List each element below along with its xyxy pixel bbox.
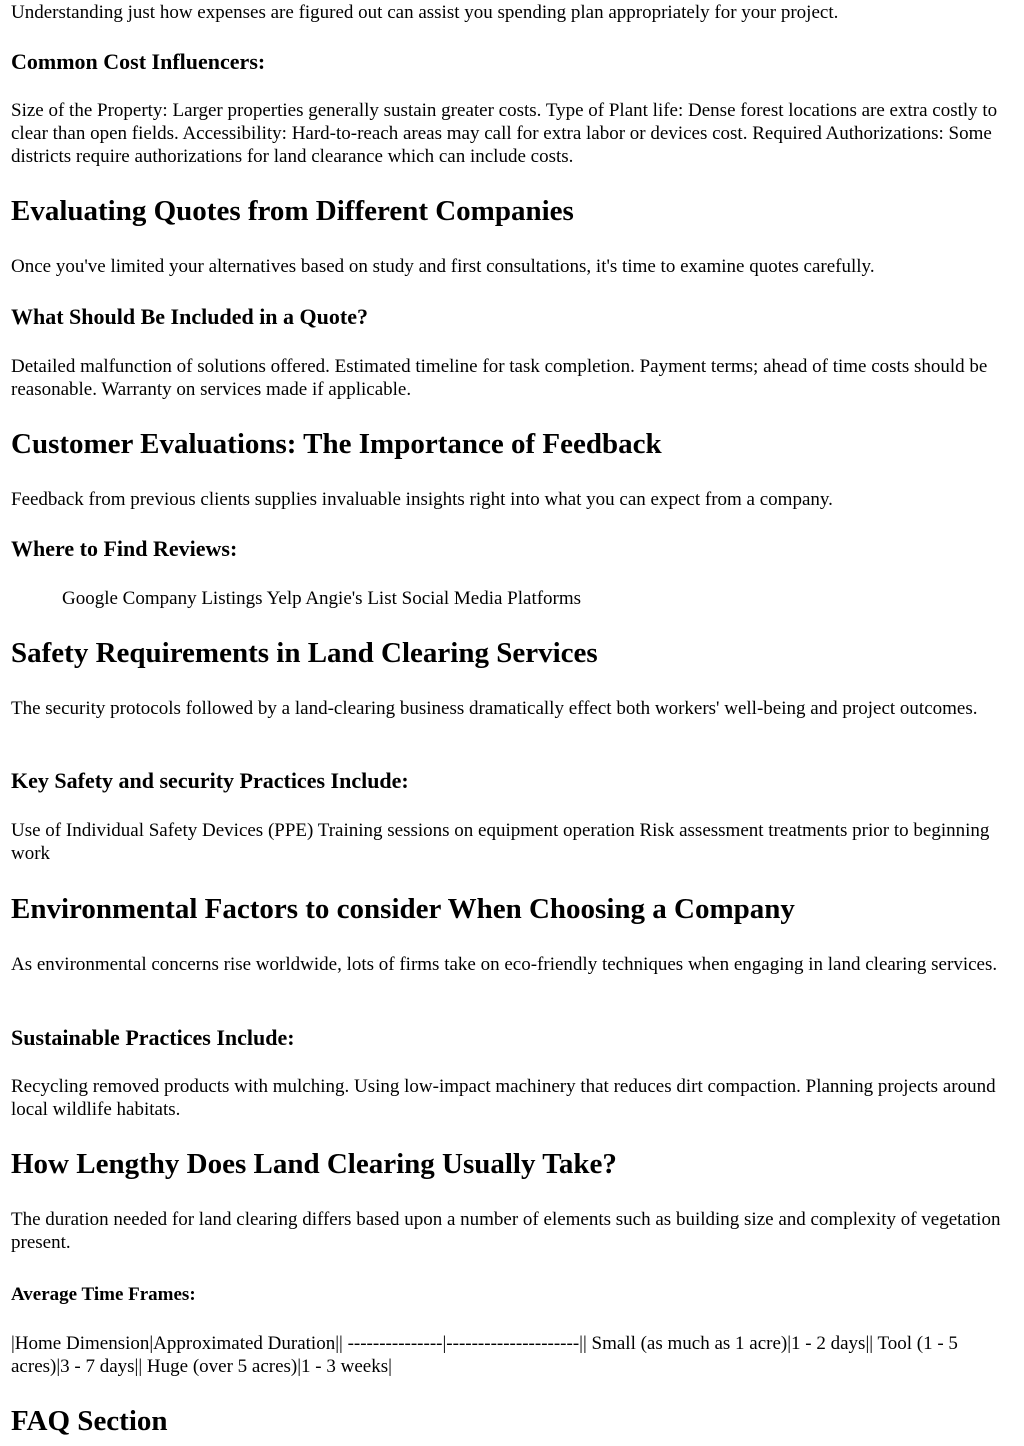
duration-paragraph: The duration needed for land clearing differs based upon a number of elements such as building size and complexity of vegetation present. [11,1209,1001,1253]
environment-heading: Environmental Factors to consider When Choosing a Company [11,893,795,925]
quotes-paragraph: Once you've limited your alternatives based on study and first consultations, it's time to examine quotes carefully. [11,256,875,277]
reviews-heading: Customer Evaluations: The Importance of Feedback [11,428,662,460]
reviews-paragraph: Feedback from previous clients supplies invaluable insights right into what you can expect from a company. [11,489,833,510]
sustainable-practices-paragraph: Recycling removed products with mulching. Using low-impact machinery that reduces dirt compaction. Planning projects around local wildlife habitats. [11,1076,996,1120]
safety-heading: Safety Requirements in Land Clearing Services [11,637,598,669]
quote-contents-heading: What Should Be Included in a Quote? [11,304,368,329]
safety-paragraph: The security protocols followed by a land-clearing business dramatically effect both workers' well-being and project outcomes. [11,698,978,719]
review-sources-list: Google Company Listings Yelp Angie's List Social Media Platforms [62,588,582,609]
sustainable-practices-heading: Sustainable Practices Include: [11,1025,295,1050]
intro-paragraph: Understanding just how expenses are figured out can assist you spending plan appropriately for your project. [11,2,839,23]
quotes-heading: Evaluating Quotes from Different Companies [11,195,574,227]
time-frames-table-text: |Home Dimension|Approximated Duration|| ---------------|---------------------|| Small (as much as 1 acre)|1 - 2 days|| Tool (1 - 5 acres)|3 - 7 days|| Huge (over 5 acres)|1 - 3 weeks| [11,1333,958,1377]
cost-influencers-heading: Common Cost Influencers: [11,49,266,74]
review-sources-heading: Where to Find Reviews: [11,536,238,561]
faq-heading: FAQ Section [11,1405,168,1437]
quote-contents-paragraph: Detailed malfunction of solutions offered. Estimated timeline for task completion. Payment terms; ahead of time costs should be reasonable. Warranty on services made if applicable. [11,356,988,400]
time-frames-heading: Average Time Frames: [11,1284,196,1305]
environment-paragraph: As environmental concerns rise worldwide, lots of firms take on eco-friendly techniques when engaging in land clearing services. [11,954,998,975]
cost-influencers-paragraph: Size of the Property: Larger properties generally sustain greater costs. Type of Plant life: Dense forest locations are extra costly to clear than open fields. Accessibility: Hard-to-reach areas may call for extra labor or devices cost. Required Authorizations: Some districts require authorizations for land clearance which can include costs. [11,100,998,167]
duration-heading: How Lengthy Does Land Clearing Usually Take? [11,1148,617,1180]
safety-practices-paragraph: Use of Individual Safety Devices (PPE) Training sessions on equipment operation Risk assessment treatments prior to beginning work [11,820,990,864]
safety-practices-heading: Key Safety and security Practices Include: [11,768,409,793]
